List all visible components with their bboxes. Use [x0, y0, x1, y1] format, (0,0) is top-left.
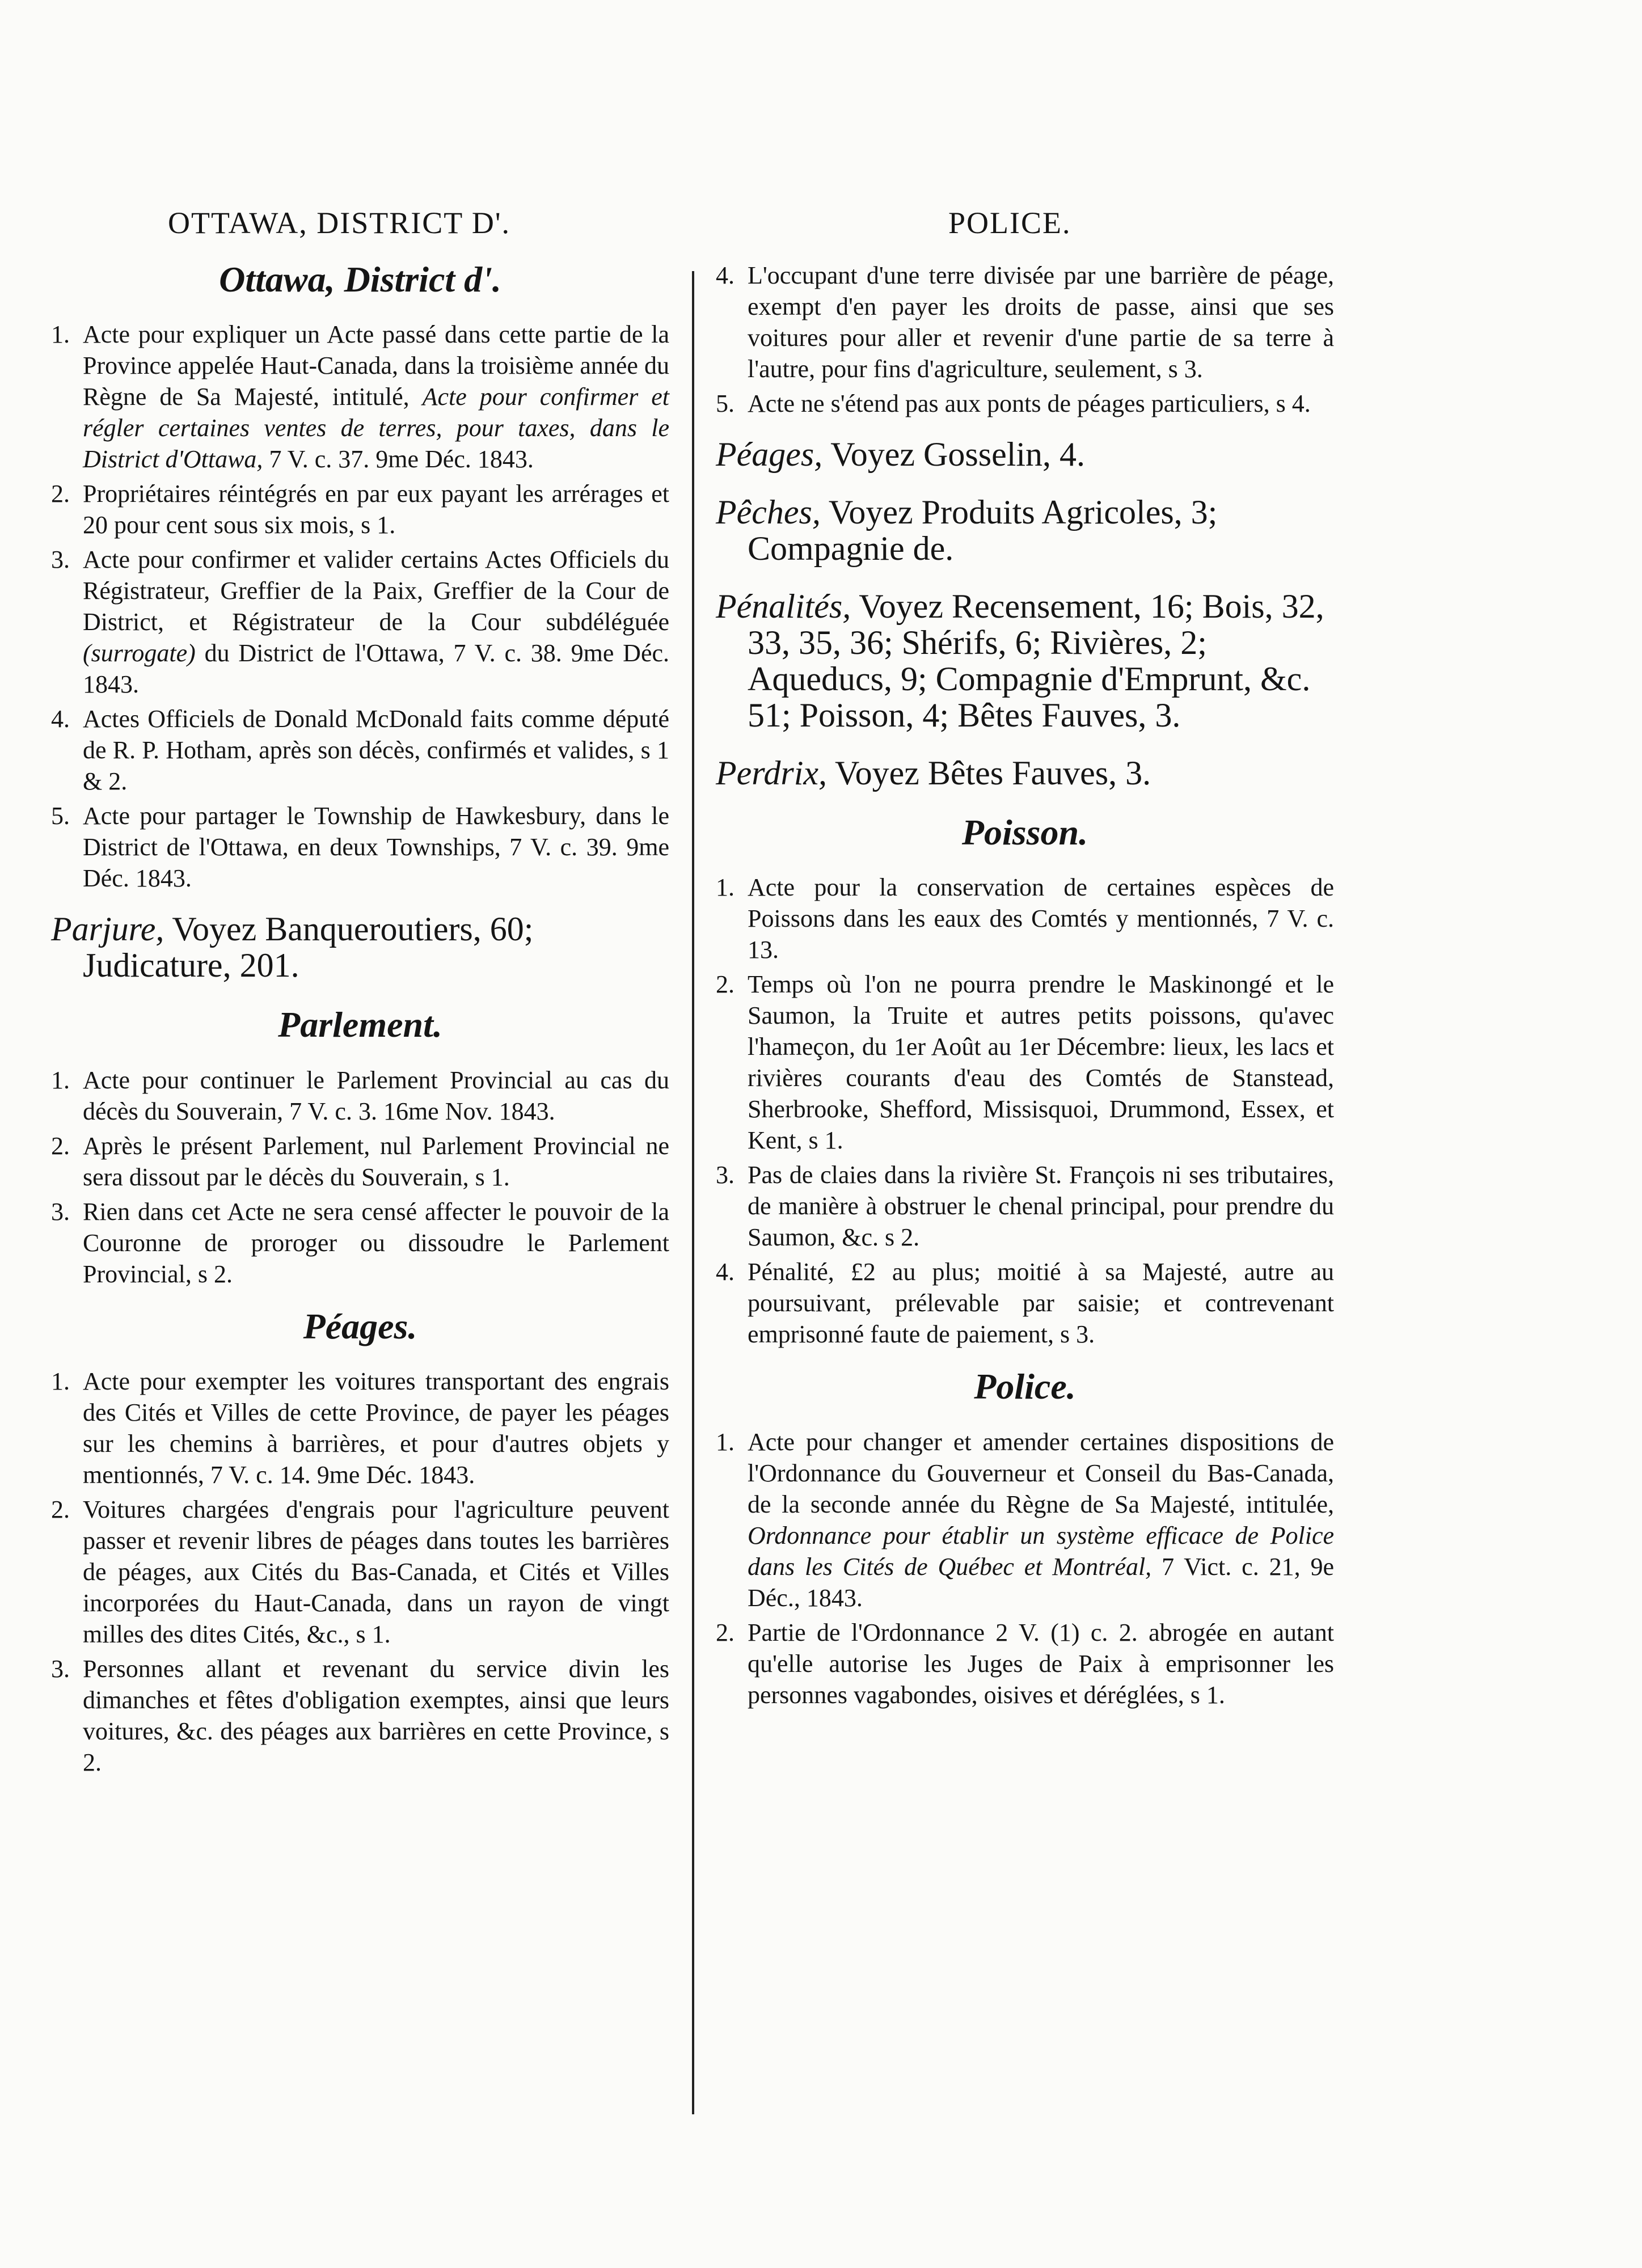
entry-italic-term: (surrogate)	[83, 639, 196, 668]
entry-number: 1.	[716, 1427, 735, 1456]
running-head-left: OTTAWA, DISTRICT D'.	[168, 206, 511, 240]
entry-number: 2.	[716, 1618, 735, 1646]
list-item	[716, 1256, 1334, 1350]
xref-text: Voyez Bêtes Fauves, 3.	[834, 754, 1151, 792]
xref-text: Voyez Recensement, 16; Bois, 32, 33, 35, 36; Shérifs, 6; Rivières, 2; Aqueducs, 9; Compagnie d'Emprunt, &c. 51; Poisson, 4; Bêtes Fauves, 3.	[748, 588, 1324, 734]
list-item	[51, 703, 669, 797]
entry-text: Acte pour changer et amender certaines dispositions de l'Ordonnance du Gouverneur et Conseil du Bas-Canada, de la seconde année du Règne de Sa Majesté, intitulée,	[748, 1427, 1334, 1518]
running-head-right: POLICE.	[948, 206, 1071, 240]
entry-number: 3.	[716, 1161, 735, 1189]
entry-number: 4.	[716, 1258, 735, 1286]
entry-text: L'occupant d'une terre divisée par une barrière de péage, exempt d'en payer les droits de passe, ainsi que ses voitures pour aller et revenir d'une partie de sa terre à l'autre, pour fins d'agriculture, seulement, s 3.	[748, 261, 1334, 383]
entry-text: Acte pour continuer le Parlement Provincial au cas du décès du Souverain, 7 V. c. 3. 16me Nov. 1843.	[83, 1066, 669, 1125]
entry-number: 2.	[51, 1496, 70, 1524]
entry-text: Pas de claies dans la rivière St. François ni ses tributaires, de manière à obstruer le chenal principal, pour prendre du Saumon, &c. s 2.	[748, 1161, 1334, 1252]
entry-text: Après le présent Parlement, nul Parlement Provincial ne sera dissout par le décès du Souverain, s 1.	[83, 1131, 669, 1191]
poisson-entries	[716, 872, 1334, 1350]
entry-number: 1.	[51, 1367, 70, 1396]
entry-italic-title: Ordonnance pour établir un système efficace de Police dans les Cités de Québec et Montréal,	[748, 1521, 1334, 1581]
entry-text: Pénalité, £2 au plus; moitié à sa Majesté, autre au poursuivant, prélevable par saisie; et contrevenant emprisonné faute de paiement, s 3.	[748, 1258, 1334, 1349]
xref-heading: Perdrix,	[716, 754, 828, 792]
entry-number: 2.	[51, 1131, 70, 1160]
xref-text: Voyez Produits Agricoles, 3; Compagnie de.	[748, 493, 1218, 567]
entry-number: 3.	[51, 1197, 70, 1226]
xref-penalites	[716, 588, 1334, 733]
list-item	[716, 1159, 1334, 1253]
xref-text: Voyez Banqueroutiers, 60; Judicature, 201.	[83, 910, 534, 985]
entry-text: Actes Officiels de Donald McDonald faits comme député de R. P. Hotham, après son décès, confirmés et valides, s 1 & 2.	[83, 705, 669, 796]
entry-text: Acte pour expliquer un Acte passé dans cette partie de la Province appelée Haut-Canada, dans la troisième année du Règne de Sa Majesté, intitulé,	[83, 320, 669, 411]
entry-text: Acte ne s'étend pas aux ponts de péages particuliers, s 4.	[748, 390, 1311, 417]
entry-number: 4.	[51, 705, 70, 733]
xref-peages	[716, 436, 1334, 472]
list-item	[716, 969, 1334, 1156]
entry-text: Temps où l'on ne pourra prendre le Maskinongé et le Saumon, la Truite et autres petits poissons, qu'avec l'hameçon, du 1er Août au 1er Décembre: lieux, les lacs et rivières courants d'eau des Comtés de Stanstead, Sherbrooke, Shefford, Missisquoi, Drummond, Essex, et Kent, s 1.	[748, 970, 1334, 1155]
list-item	[51, 1130, 669, 1193]
entry-text: Acte pour la conservation de certaines espèces de Poissons dans les eaux des Comtés y mentionnés, 7 V. c. 13.	[748, 873, 1334, 964]
entry-number: 2.	[51, 480, 70, 508]
entry-number: 5.	[51, 802, 70, 830]
xref-perdrix	[716, 755, 1334, 791]
section-title-peages: Péages.	[303, 1306, 417, 1346]
entry-citation: 7 V. c. 37. 9me Déc. 1843.	[269, 445, 534, 474]
entry-citation: du District de l'Ottawa, 7 V. c. 38. 9me Déc. 1843.	[83, 639, 669, 699]
entry-text: Voitures chargées d'engrais pour l'agriculture peuvent passer et revenir libres de péages dans toutes les barrières de péages, aux Cités du Bas-Canada, et Cités et Villes incorporées du Haut-Canada, dans un rayon de vingt milles des dites Cités, &c., s 1.	[83, 1496, 669, 1649]
section-title-ottawa: Ottawa, District d'.	[219, 259, 501, 299]
peages-continued-entries	[716, 260, 1334, 419]
list-item	[51, 1065, 669, 1127]
list-item	[51, 1494, 669, 1650]
entry-number: 1.	[51, 1066, 70, 1094]
column-divider	[692, 271, 694, 2114]
entry-number: 1.	[716, 873, 735, 902]
list-item	[51, 1366, 669, 1490]
xref-heading: Péages,	[716, 436, 823, 473]
entry-number: 3.	[51, 546, 70, 574]
xref-heading: Pêches,	[716, 493, 821, 531]
list-item	[51, 544, 669, 700]
entry-text: Acte pour confirmer et valider certains Actes Officiels du Régistrateur, Greffier de la Paix, Greffier de la Cour de District, et Régistrateur de la Cour subdéléguée	[83, 546, 669, 636]
xref-parjure	[51, 911, 669, 983]
list-item	[716, 1426, 1334, 1614]
entry-italic-title: Acte pour confirmer et régler certaines ventes de terres, pour taxes, dans le District d'Ottawa,	[83, 383, 670, 474]
section-title-police: Police.	[974, 1366, 1076, 1407]
list-item	[51, 1653, 669, 1778]
entry-number: 3.	[51, 1655, 70, 1683]
section-title-parlement: Parlement.	[278, 1004, 442, 1045]
xref-heading: Parjure,	[51, 910, 164, 948]
entry-number: 1.	[51, 320, 70, 349]
police-entries	[716, 1426, 1334, 1710]
right-column	[716, 260, 1334, 1728]
entry-citation: 7 Vict. c. 21, 9e Déc., 1843.	[748, 1552, 1335, 1612]
xref-text: Voyez Gosselin, 4.	[830, 436, 1086, 473]
section-title-poisson: Poisson.	[961, 812, 1088, 852]
xref-peches	[716, 494, 1334, 567]
entry-number: 4.	[716, 261, 735, 289]
list-item	[716, 260, 1334, 385]
list-item	[51, 1196, 669, 1290]
entry-text: Rien dans cet Acte ne sera censé affecter le pouvoir de la Couronne de proroger ou dissoudre le Parlement Provincial, s 2.	[83, 1197, 669, 1288]
entry-number: 5.	[716, 390, 735, 417]
list-item	[716, 388, 1334, 419]
entry-text: Propriétaires réintégrés en par eux payant les arrérages et 20 pour cent sous six mois, s 1.	[83, 480, 669, 539]
list-item	[716, 872, 1334, 965]
entry-text: Acte pour partager le Township de Hawkesbury, dans le District de l'Ottawa, en deux Townships, 7 V. c. 39. 9me Déc. 1843.	[83, 802, 669, 893]
left-column	[51, 260, 669, 1795]
list-item	[51, 478, 669, 540]
ottawa-entries	[51, 319, 669, 894]
entry-text: Partie de l'Ordonnance 2 V. (1) c. 2. abrogée en autant qu'elle autorise les Juges de Paix à emprisonner les personnes vagabondes, oisives et déréglées, s 1.	[748, 1618, 1334, 1709]
peages-entries	[51, 1366, 669, 1778]
list-item	[716, 1617, 1334, 1710]
list-item	[51, 800, 669, 894]
xref-heading: Pénalités,	[716, 588, 851, 625]
entry-text: Acte pour exempter les voitures transportant des engrais des Cités et Villes de cette Province, de payer les péages sur les chemins à barrières, et pour d'autres objets y mentionnés, 7 V. c. 14. 9me Déc. 1843.	[83, 1367, 669, 1489]
parlement-entries	[51, 1065, 669, 1290]
entry-number: 2.	[716, 970, 735, 999]
list-item	[51, 319, 669, 475]
entry-text: Personnes allant et revenant du service divin les dimanches et fêtes d'obligation exemptes, ainsi que leurs voitures, &c. des péages aux barrières en cette Province, s 2.	[83, 1655, 669, 1777]
